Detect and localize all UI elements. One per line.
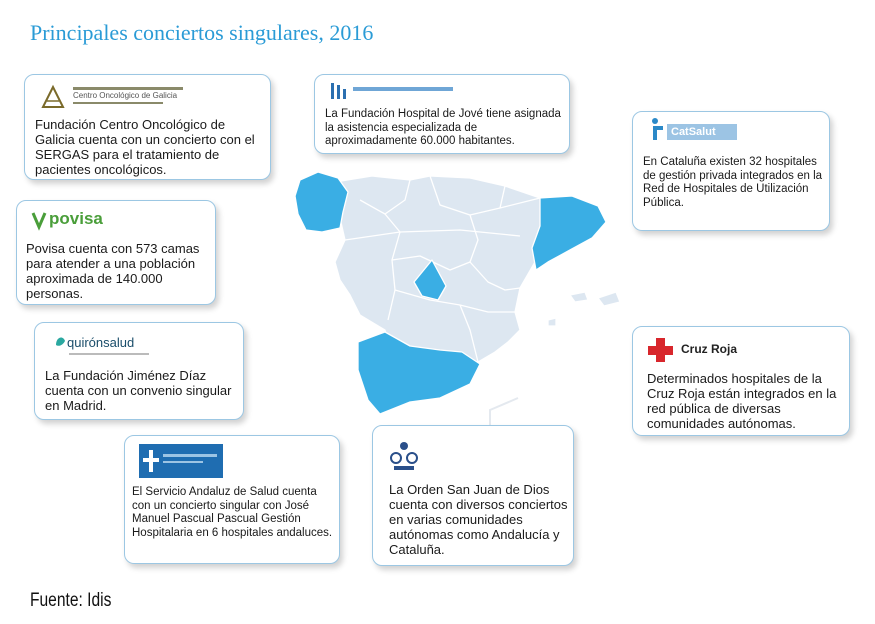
card-san-juan-de-dios: [372, 425, 574, 566]
card-catsalut: [632, 111, 830, 231]
region-baleares: [570, 292, 588, 302]
servicio-andaluz-logo-icon: [139, 444, 223, 478]
page-title: Principales conciertos singulares, 2016: [30, 20, 374, 45]
logo-text: CatSalut: [671, 126, 716, 138]
quironsalud-logo-icon: [53, 331, 163, 359]
red-cross-icon: [647, 337, 757, 363]
logo-text: quirónsalud: [67, 335, 135, 350]
card-text: La Orden San Juan de Dios cuenta con diversos conciertos en varias comunidades autónomas como Andalucía y Cataluña.: [389, 482, 568, 557]
hospital-jove-logo-icon: [329, 79, 459, 103]
card-centro-oncologico: [24, 74, 271, 180]
san-juan-de-dios-logo-icon: [389, 440, 419, 472]
logo-text: povisa: [49, 209, 103, 228]
card-text: En Cataluña existen 32 hospitales de gestión privada integrados en la Red de Hospitales de Utilización Pública.: [643, 156, 823, 209]
logo-text: Cruz Roja: [681, 342, 738, 356]
card-text: Fundación Centro Oncológico de Galicia cuenta con un concierto con el SERGAS para el tratamiento de pacientes oncológicos.: [35, 117, 255, 177]
card-text: Povisa cuenta con 573 camas para atender a una población aproximada de 140.000 personas.: [26, 241, 200, 301]
card-text: Determinados hospitales de la Cruz Roja están integrados en la red pública de diversas comunidades autónomas.: [647, 371, 837, 431]
card-text: La Fundación Hospital de Jové tiene asignada la asistencia especializada de aproximadamente 60.000 habitantes.: [325, 108, 561, 147]
povisa-logo-icon: [31, 209, 131, 233]
logo-text: Centro Oncológico de Galicia: [73, 91, 178, 100]
card-quironsalud: [34, 322, 244, 420]
card-povisa: [16, 200, 216, 305]
card-text: La Fundación Jiménez Díaz cuenta con un convenio singular en Madrid.: [45, 368, 232, 413]
card-text: El Servicio Andaluz de Salud cuenta con un concierto singular con José Manuel Pascual Pascual Gestión Hospitalaria en 6 hospitales andaluces.: [132, 486, 333, 539]
source-note: Fuente: Idis: [30, 590, 112, 611]
region-cataluna: [532, 196, 606, 270]
card-servicio-andaluz: [124, 435, 340, 564]
card-hospital-jove: [314, 74, 570, 154]
region-galicia: [295, 172, 348, 232]
fundacion-logo-icon: [39, 83, 189, 109]
card-cruz-roja: [632, 326, 850, 436]
catsalut-logo-icon: [649, 116, 739, 146]
